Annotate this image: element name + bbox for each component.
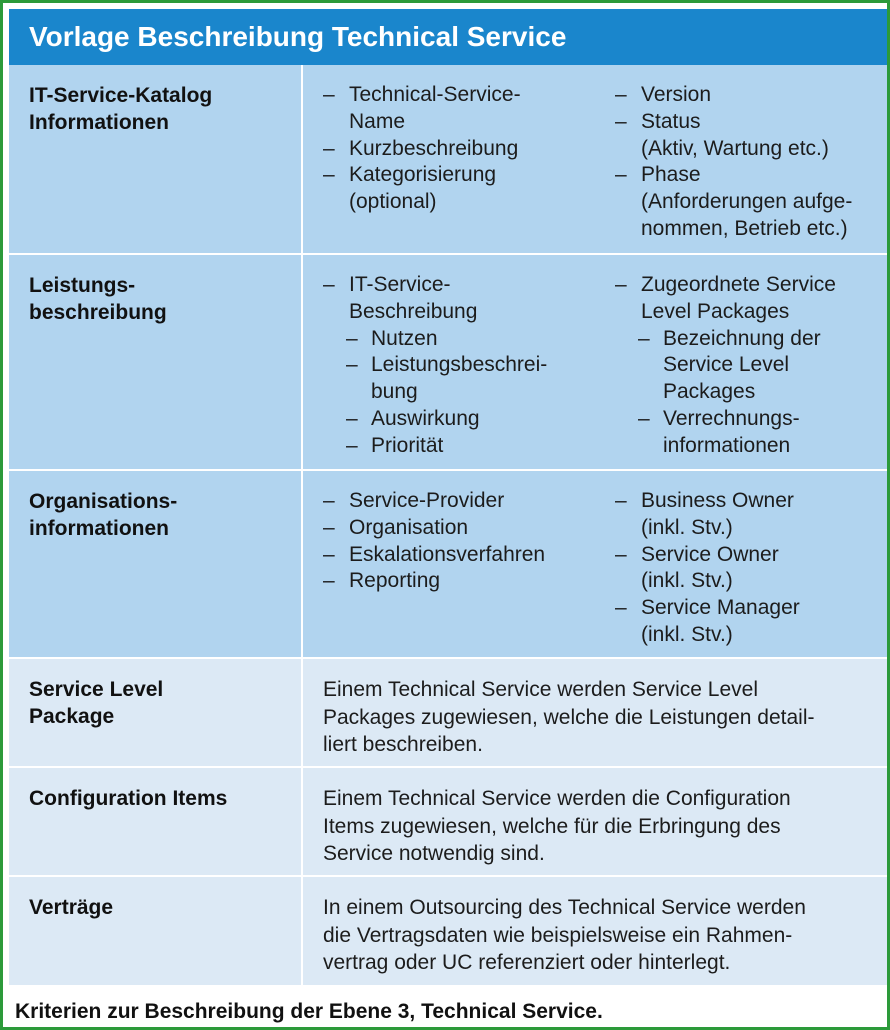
table-row [9, 659, 887, 766]
list-column-left [323, 272, 603, 460]
sub-list-item: – Nutzen [323, 326, 603, 353]
list-item: – Kategorisierung (optional) [323, 163, 497, 214]
list-item: – Eskalationsverfahren [323, 542, 603, 569]
table-row [9, 65, 887, 253]
dash-bullet: – [346, 406, 358, 430]
sub-list-item: – Bezeichnung der Service Level Packages [638, 326, 821, 404]
row-content-cell [303, 877, 887, 985]
list-item: – Version [615, 82, 885, 109]
row-content-cell [303, 255, 887, 469]
table-row [9, 877, 887, 985]
sub-list-item: – Leistungsbeschrei- bung [346, 353, 548, 404]
row-content-cell [303, 65, 887, 253]
sub-list-item: – Priorität [323, 433, 603, 460]
row-label: Service Level Package [29, 678, 164, 728]
sub-list-item: – Verrechnungs- informationen [638, 406, 800, 457]
table-row [9, 768, 887, 875]
list-column-left [323, 82, 603, 216]
dash-bullet: – [638, 326, 650, 350]
dash-bullet: – [615, 83, 627, 106]
dash-bullet: – [346, 353, 358, 377]
table-header [9, 9, 887, 65]
list-item: – Service Manager (inkl. Stv.) [615, 596, 800, 646]
row-label: Organisations- informationen [29, 490, 178, 540]
dash-bullet: – [615, 596, 627, 620]
table-row [9, 255, 887, 469]
dash-bullet: – [346, 433, 358, 457]
figure-caption: Kriterien zur Beschreibung der Ebene 3, Technical Service. [15, 1000, 603, 1023]
dash-bullet: – [323, 273, 335, 296]
list-item: – Kurzbeschreibung [323, 136, 603, 163]
row-description: Einem Technical Service werden Service Level Packages zugewiesen, welche die Leistungen detail- liert beschreiben. [323, 678, 815, 756]
dash-bullet: – [323, 136, 335, 160]
row-description: Einem Technical Service werden die Configuration Items zugewiesen, welche für die Erbringung des Service notwendig sind. [323, 787, 791, 865]
dash-bullet: – [323, 83, 335, 106]
list-item: – Status (Aktiv, Wartung etc.) [615, 109, 829, 160]
dash-bullet: – [323, 542, 335, 566]
row-content-cell [303, 768, 887, 875]
table-title: Vorlage Beschreibung Technical Service [29, 21, 567, 52]
sub-list-item: – Auswirkung [323, 406, 603, 433]
list-item: – Zugeordnete Service Level Packages [615, 273, 836, 323]
row-label-cell [9, 877, 301, 985]
dash-bullet: – [615, 163, 627, 187]
list-column-right [615, 272, 885, 460]
list-column-left [323, 488, 603, 595]
row-label-cell [9, 65, 301, 253]
dash-bullet: – [323, 515, 335, 539]
row-label: Leistungs- beschreibung [29, 274, 167, 324]
row-label-cell [9, 659, 301, 766]
dash-bullet: – [615, 542, 627, 566]
list-column-right [615, 488, 885, 649]
row-description: In einem Outsourcing des Technical Service werden die Vertragsdaten wie beispielsweise ein Rahmen- vertrag oder UC referenziert oder hinterlegt. [323, 896, 806, 974]
row-label: IT-Service-Katalog Informationen [29, 84, 213, 134]
dash-bullet: – [615, 109, 627, 133]
dash-bullet: – [346, 326, 358, 350]
list-item: – Service-Provider [323, 488, 603, 515]
row-label-cell [9, 768, 301, 875]
list-column-right [615, 82, 885, 243]
list-item: – Business Owner (inkl. Stv.) [615, 489, 794, 539]
list-item: – IT-Service- Beschreibung [323, 273, 478, 323]
list-item: – Reporting [323, 568, 603, 595]
row-content-cell [303, 659, 887, 766]
dash-bullet: – [638, 406, 650, 430]
dash-bullet: – [615, 489, 627, 512]
row-label-cell [9, 255, 301, 469]
list-item: – Service Owner (inkl. Stv.) [615, 542, 779, 593]
list-item: – Technical-Service- Name [323, 83, 521, 133]
row-label-cell [9, 471, 301, 657]
dash-bullet: – [323, 569, 335, 593]
row-label: Configuration Items [29, 787, 228, 810]
dash-bullet: – [615, 273, 627, 296]
list-item: – Organisation [323, 515, 603, 542]
list-item: – Phase (Anforderungen aufge- nommen, Betrieb etc.) [615, 163, 853, 240]
row-content-cell [303, 471, 887, 657]
dash-bullet: – [323, 163, 335, 187]
dash-bullet: – [323, 489, 335, 512]
row-label: Verträge [29, 896, 114, 919]
table-row [9, 471, 887, 657]
